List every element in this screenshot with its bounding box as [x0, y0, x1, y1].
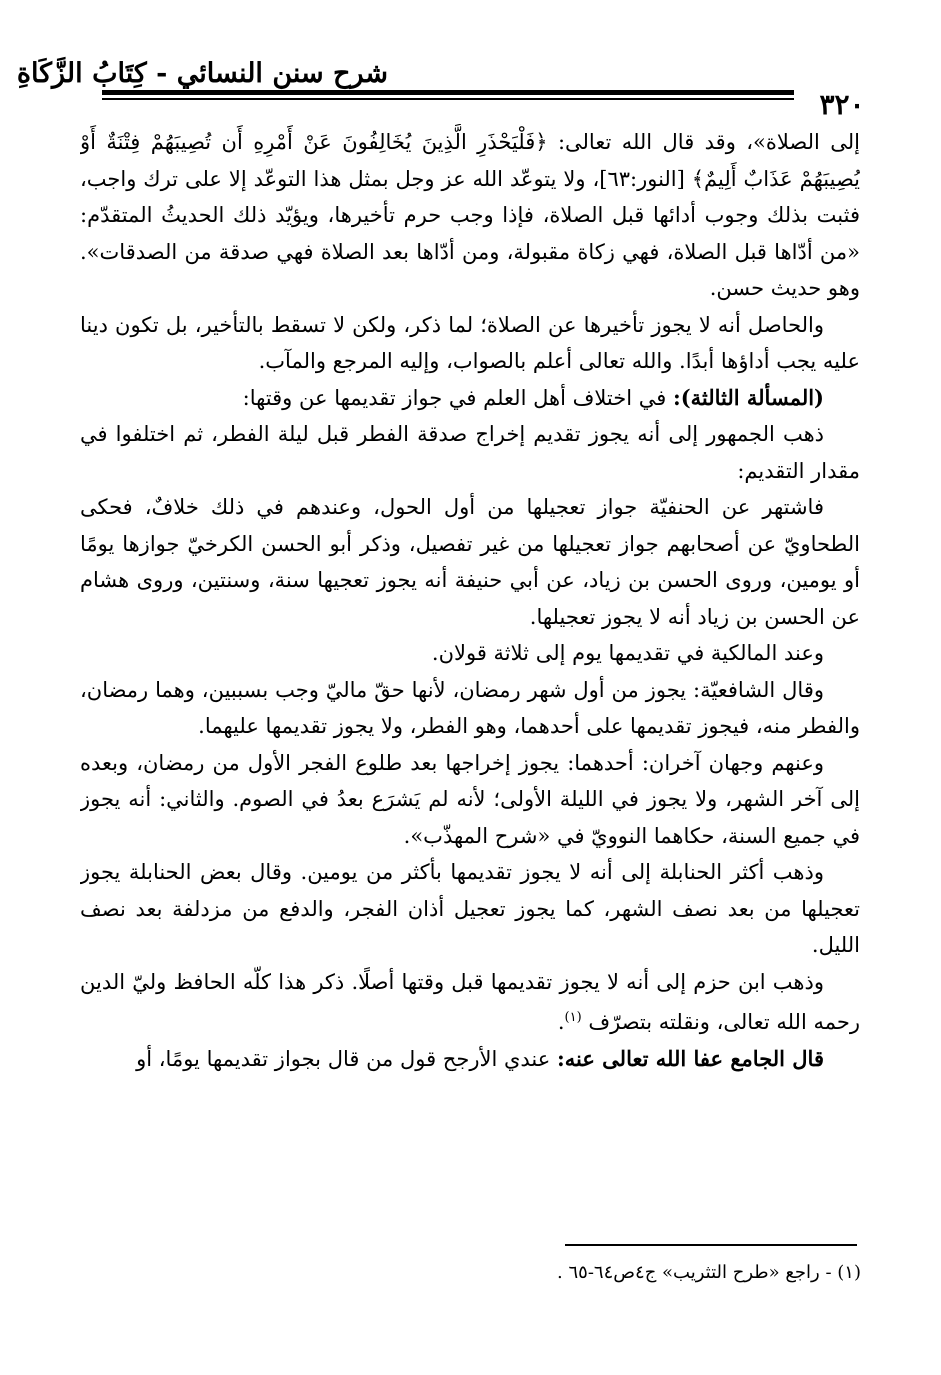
footnote: (١) - راجع «طرح التثريب» ج٤ص٦٤-٦٥ .: [557, 1262, 861, 1283]
paragraph-text: عندي الأرجح قول من قال بجواز تقديمها يومًا، أو: [136, 1046, 551, 1071]
paragraph: وذهب ابن حزم إلى أنه لا يجوز تقديمها قبل وقتها أصلًا. ذكر هذا كلّه الحافظ وليّ الدين رحمه الله تعالى، ونقلته بتصرّف $^{(١)}$.: [80, 969, 860, 1034]
footnote-marker: (١): [564, 1010, 582, 1025]
footnote-separator: [565, 1244, 857, 1246]
jami-label: قال الجامع عفا الله تعالى عنه:: [556, 1045, 824, 1071]
header-rule-thin: [102, 98, 794, 100]
paragraph: وقال الشافعيّة: يجوز من أول شهر رمضان، لأنها حقّ ماليّ وجب بسببين، وهما رمضان، والفطر منه، فيجوز تقديمها على أحدهما، وهو الفطر، ولا يجوز تقديمها عليهما.: [80, 677, 860, 738]
paragraph: وذهب أكثر الحنابلة إلى أنه لا يجوز تقديمها بأكثر من يومين. وقال بعض الحنابلة يجوز تعجيلها من بعد نصف الشهر، كما يجوز تعجيل أذان الفجر، والدفع من مزدلفة بعد نصف الليل.: [80, 860, 860, 957]
paragraph: إلى الصلاة»، وقد قال الله تعالى: ﴿فَلْيَحْذَرِ الَّذِينَ يُخَالِفُونَ عَنْ أَمْرِهِ أَن تُصِيبَهُمْ فِتْنَةٌ أَوْ يُصِيبَهُمْ عَذَابٌ أَلِيمٌ﴾ [النور:٦٣]، ولا يتوعّد الله عز وجل بمثل هذا التوعّد إلا على ترك واجب، فثبت بذلك وجوب أدائها قبل الصلاة، فإذا وجب حرم تأخيرها، ويؤيّد ذلك الحديثُ المتقدّم: «من أدّاها قبل الصلاة، فهي زكاة مقبولة، ومن أدّاها بعد الصلاة فهي صدقة من الصدقات». وهو حديث حسن.: [80, 130, 860, 300]
paragraph: وعنهم وجهان آخران: أحدهما: يجوز إخراجها بعد طلوع الفجر الأول من رمضان، وبعده إلى آخر الشهر، ولا يجوز في الليلة الأولى؛ لأنه لم يَشرَع بعدُ في الصوم. والثاني: أنه يجوز في جميع السنة، حكاهما النوويّ في «شرح المهذّب».: [80, 750, 860, 848]
page-header: [0, 52, 941, 121]
paragraph: والحاصل أنه لا يجوز تأخيرها عن الصلاة؛ لما ذكر، ولكن لا تسقط بالتأخير، بل تكون دينا عليه يجب أداؤها أبدًا. والله تعالى أعلم بالصواب، وإليه المرجع والمآب.: [80, 312, 860, 373]
body-text: [80, 124, 860, 1214]
paragraph-text: في اختلاف أهل العلم في جواز تقديمها عن وقتها:: [242, 385, 667, 410]
page-number: ٣٢٠: [819, 88, 865, 121]
masala-label: (المسألة الثالثة):: [672, 384, 824, 410]
header-rule-thick: [102, 90, 794, 95]
running-title: شرح سنن النسائي - كِتَابُ الزَّكَاةِ: [16, 58, 388, 89]
paragraph-text: وذهب ابن حزم إلى أنه لا يجوز تقديمها قبل وقتها أصلًا. ذكر هذا كلّه الحافظ وليّ الدين رحمه الله تعالى، ونقلته بتصرّف: [80, 969, 860, 1034]
paragraph: ذهب الجمهور إلى أنه يجوز تقديم إخراج صدقة الفطر قبل ليلة الفطر، ثم اختلفوا في مقدار التقديم:: [80, 422, 860, 483]
paragraph: فاشتهر عن الحنفيّة جواز تعجيلها من أول الحول، وعندهم في ذلك خلافٌ، فحكى الطحاويّ عن أصحابهم جواز تعجيلها من غير تفصيل، وذكر أبو الحسن الكرخيّ جوازها يومًا أو يومين، وروى الحسن بن زياد، عن أبي حنيفة أنه يجوز تعجيها سنة، وسنتين، وروى هشام عن الحسن بن زياد أنه لا يجوز تعجيلها.: [80, 495, 860, 629]
paragraph: [80, 380, 860, 417]
paragraph: وعند المالكية في تقديمها يوم إلى ثلاثة قولان.: [431, 641, 824, 665]
paragraph: [80, 1041, 860, 1078]
